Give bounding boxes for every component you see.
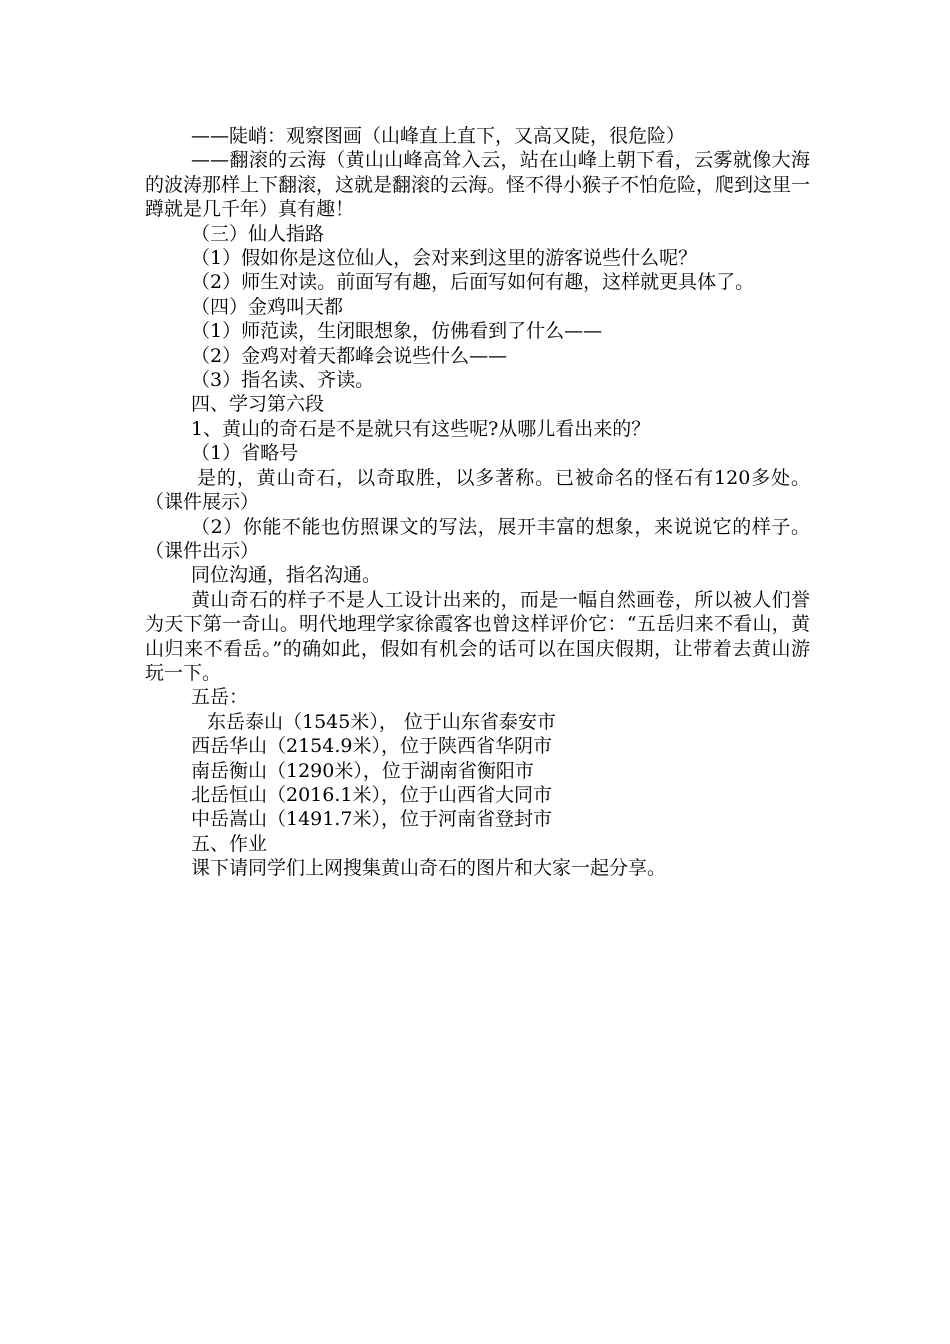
paragraph-item: 同位沟通，指名沟通。: [191, 564, 382, 587]
mountain-item: 南岳衡山（1290米），位于湖南省衡阳市: [191, 759, 534, 782]
paragraph-sea-of-clouds: ——翻滚的云海（黄山山峰高耸入云，站在山峰上朝下看，云雾就像大海的波涛那样上下翻滚，这就是翻滚的云海。怪不得小猴子不怕危险，爬到这里一蹲就是几千年）真有趣！: [145, 149, 811, 221]
mountains-heading: 五岳：: [191, 686, 249, 709]
mountain-item: 西岳华山（2154.9米），位于陕西省华阴市: [191, 735, 552, 758]
paragraph-item: （3）指名读、齐读。: [191, 369, 375, 392]
paragraph-item: （1）师范读，生闭眼想象，仿佛看到了什么——: [191, 320, 603, 343]
paragraph-item: （1）省略号: [191, 442, 299, 465]
paragraph-item: （2）师生对读。前面写有趣，后面写如何有趣，这样就更具体了。: [191, 271, 755, 294]
mountain-item: 北岳恒山（2016.1米），位于山西省大同市: [191, 783, 552, 806]
section-heading-golden-rooster: （四）金鸡叫天都: [191, 295, 344, 318]
paragraph-huangshan: 黄山奇石的样子不是人工设计出来的，而是一幅自然画卷，所以被人们誉为天下第一奇山。明代地理学家徐霞客也曾这样评价它：“五岳归来不看山，黄山归来不看岳。”的确如此，假如有机会的话可以在国庆假期，让带着去黄山游玩一下。: [145, 588, 810, 684]
paragraph-item: （1）假如你是这位仙人，会对来到这里的游客说些什么呢？: [191, 247, 698, 270]
mountain-item: 东岳泰山（1545米）， 位于山东省泰安市: [207, 710, 556, 733]
mountain-item: 中岳嵩山（1491.7米），位于河南省登封市: [191, 808, 552, 831]
paragraph-homework: 课下请同学们上网搜集黄山奇石的图片和大家一起分享。: [191, 857, 667, 880]
section-heading-part-four: 四、学习第六段: [191, 393, 325, 416]
paragraph-item: （2）你能不能也仿照课文的写法，展开丰富的想象，来说说它的样子。（课件出示）: [145, 515, 810, 562]
section-heading-homework: 五、作业: [191, 832, 268, 855]
document-page: [145, 124, 810, 881]
section-heading-immortal: （三）仙人指路: [191, 222, 325, 245]
paragraph-steep: ——陡峭：观察图画（山峰直上直下，又高又陡，很危险）: [191, 125, 686, 147]
paragraph-answer: 是的，黄山奇石，以奇取胜，以多著称。已被命名的怪石有120多处。（课件展示）: [145, 466, 810, 514]
paragraph-item: （2）金鸡对着天都峰会说些什么——: [191, 344, 508, 367]
question: 1、黄山的奇石是不是就只有这些呢?从哪儿看出来的？: [191, 417, 651, 440]
